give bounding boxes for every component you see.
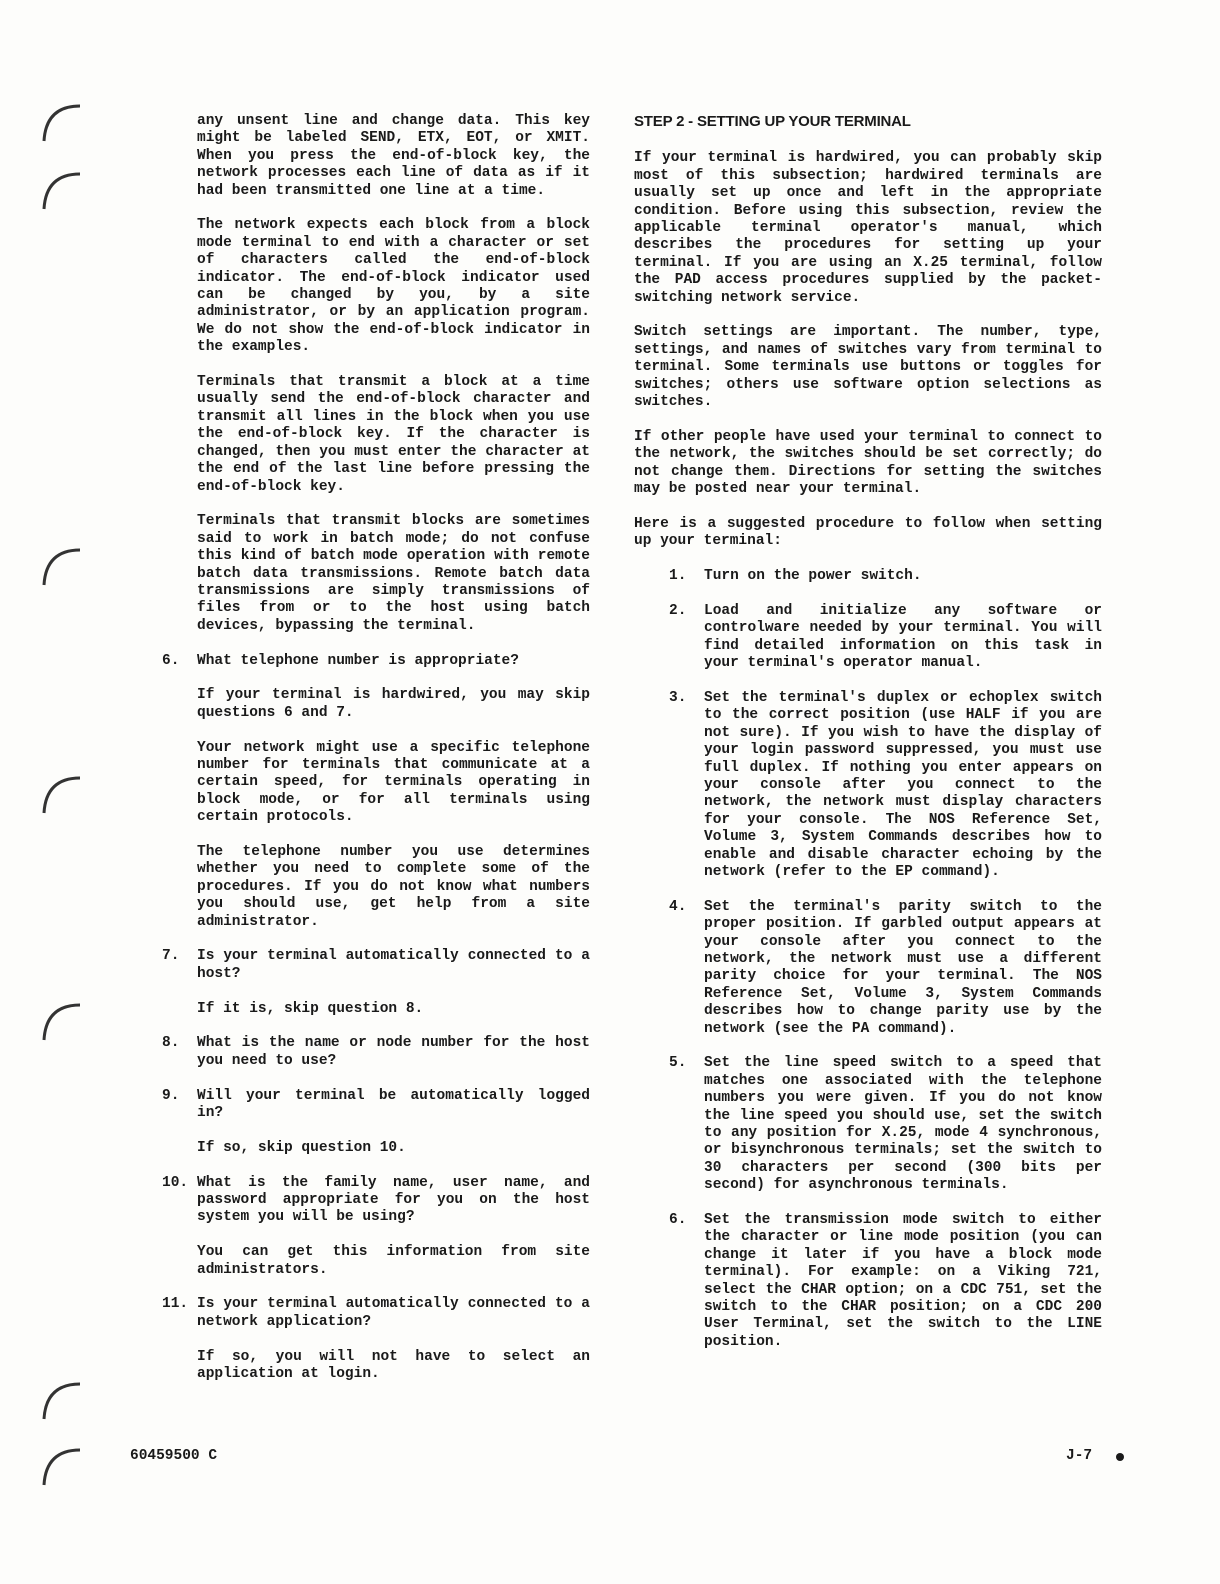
step-text: Set the line speed switch to a speed that matches one associated with the telephone numbers you were given. If you do not know the line speed you should use, set the switch to any position for X.25, mode 4 synchronous, or bisynchronous terminals; set the switch to 30 characters per second (300 bits per second) for asynchronous terminals. [704, 1055, 1102, 1194]
step-text: Load and initialize any software or controlware needed by your terminal. You will find detailed information on this task in your terminal's operator manual. [704, 602, 1102, 672]
question-note: If so, you will not have to select an application at login. [197, 1348, 590, 1382]
question-note: Your network might use a specific telephone number for terminals that communicate at a certain speed, for terminals operating in block mode, or for all terminals using certain protocols. [197, 739, 590, 826]
question-number: 6. [162, 652, 180, 669]
right-column [634, 113, 1102, 1369]
intro-paragraph: Terminals that transmit blocks are sometimes said to work in batch mode; do not confuse this kind of batch mode operation with remote batch data transmissions. Remote batch data transmissions are simply transmissions of files from or to the host using batch devices, bypassing the terminal. [197, 513, 590, 634]
step-6 [634, 1212, 1102, 1351]
step-text: Set the terminal's parity switch to the proper position. If garbled output appears at your console after you connect to the network, the network must use a different parity choice for your terminal. The NOS Reference Set, Volume 3, System Commands describes how to change parity use by the network (see the PA command). [704, 898, 1102, 1037]
question-number: 7. [162, 948, 180, 965]
binder-hole-mark [36, 768, 86, 818]
question-note: You can get this information from site administrators. [197, 1244, 590, 1278]
intro-paragraph: any unsent line and change data. This key might be labeled SEND, ETX, EOT, or XMIT. When you press the end-of-block key, the network processes each line of data as if it had been transmitted one line at a time. [197, 113, 590, 199]
question-number: 9. [162, 1087, 180, 1104]
step-text: Set the transmission mode switch to either the character or line mode position (you can change it later if you have a block mode terminal). For example: on a Viking 721, select the CHAR option; on a CDC 751, set the switch to the CHAR position; on a CDC 200 User Terminal, set the switch to the LINE position. [704, 1212, 1102, 1350]
question-9 [162, 1088, 590, 1158]
section-heading: STEP 2 - SETTING UP YOUR TERMINAL [634, 113, 911, 130]
intro-block [162, 113, 590, 635]
question-text: What telephone number is appropriate? [197, 652, 519, 669]
step-number: 5. [669, 1055, 687, 1072]
question-note: If so, skip question 10. [197, 1139, 406, 1156]
step-number: 1. [669, 568, 687, 585]
step-number: 4. [669, 898, 687, 915]
question-text: Is your terminal automatically connected to a network application? [197, 1296, 590, 1330]
question-number: 8. [162, 1035, 180, 1052]
question-text: What is the name or node number for the host you need to use? [197, 1035, 590, 1069]
binder-hole-mark [36, 96, 86, 146]
page-number: J-7 [1066, 1448, 1093, 1464]
step-text: Turn on the power switch. [704, 568, 922, 585]
body-paragraph: Switch settings are important. The number, type, settings, and names of switches vary from terminal to terminal. Some terminals use buttons or toggles for switches; others use software option selections as switches. [634, 324, 1102, 411]
step-number: 3. [669, 689, 687, 706]
intro-paragraph: The network expects each block from a block mode terminal to end with a character or set of characters called the end-of-block indicator. The end-of-block indicator used can be changed by you, by a site administrator, or by an application program. We do not show the end-of-block indicator in the examples. [197, 217, 590, 356]
question-number: 11. [162, 1296, 189, 1313]
document-number: 60459500 C [130, 1448, 218, 1464]
binder-hole-mark [36, 164, 86, 214]
step-3 [634, 690, 1102, 881]
binder-hole-mark [36, 995, 86, 1045]
body-paragraph: Here is a suggested procedure to follow when setting up your terminal: [634, 515, 1102, 550]
step-number: 2. [669, 602, 687, 619]
step-text: Set the terminal's duplex or echoplex switch to the correct position (use HALF if you are not sure). If you wish to have the display of your login password suppressed, you must use full duplex. If nothing you enter appears on your console after you connect to the network, the network must display characters for your console. The NOS Reference Set, Volume 3, System Commands describes how to enable and disable character echoing by the network (refer to the EP command). [704, 689, 1102, 880]
question-10 [162, 1175, 590, 1279]
question-note: If your terminal is hardwired, you may skip questions 6 and 7. [197, 687, 590, 721]
step-5 [634, 1055, 1102, 1194]
question-text: What is the family name, user name, and password appropriate for you on the host system you will be using? [197, 1174, 590, 1226]
binder-hole-mark [36, 1374, 86, 1424]
question-8 [162, 1035, 590, 1070]
step-1 [634, 568, 1102, 585]
question-11 [162, 1296, 590, 1383]
question-number: 10. [162, 1174, 189, 1191]
question-text: Will your terminal be automatically logged in? [197, 1087, 590, 1121]
footer-bullet-icon [1116, 1453, 1124, 1461]
left-column [162, 113, 590, 1401]
intro-paragraph: Terminals that transmit a block at a time usually send the end-of-block character and transmit all lines in the block when you use the end-of-block key. If the character is changed, then you must enter the character at the end of the last line before pressing the end-of-block key. [197, 374, 590, 495]
step-number: 6. [669, 1212, 687, 1229]
binder-hole-mark [36, 1440, 86, 1490]
binder-hole-mark [36, 540, 86, 590]
question-7 [162, 948, 590, 1018]
question-text: Is your terminal automatically connected to a host? [197, 948, 590, 982]
step-4 [634, 899, 1102, 1038]
body-paragraph: If your terminal is hardwired, you can probably skip most of this subsection; hardwired terminals are usually set up once and left in the appropriate condition. Before using this subsection, review the applicable terminal operator's manual, which describes the procedures for setting up your terminal. If you are using an X.25 terminal, follow the PAD access procedures supplied by the packet-switching network service. [634, 150, 1102, 306]
step-2 [634, 603, 1102, 673]
question-6 [162, 653, 590, 931]
question-note: If it is, skip question 8. [197, 1000, 424, 1017]
question-note: The telephone number you use determines whether you need to complete some of the procedures. If you do not know what numbers you should use, get help from a site administrator. [197, 843, 590, 930]
body-paragraph: If other people have used your terminal to connect to the network, the switches should be set correctly; do not change them. Directions for setting the switches may be posted near your terminal. [634, 428, 1102, 498]
